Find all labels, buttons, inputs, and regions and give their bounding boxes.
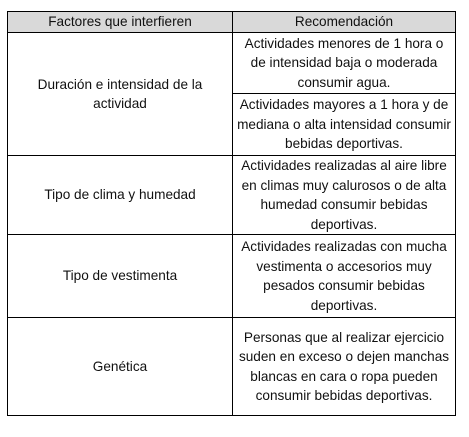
factor-cell: Genética — [8, 318, 233, 416]
recommendation-cell: Actividades realizadas al aire libre en climas muy calurosos o de alta humedad consumir bebidas deportivas. — [233, 156, 456, 235]
table-row — [8, 156, 456, 235]
factor-cell: Tipo de clima y humedad — [8, 156, 233, 235]
factor-cell: Tipo de vestimenta — [8, 235, 233, 318]
recommendation-cell: Actividades mayores a 1 hora y de mediana o alta intensidad consumir bebidas deportivas. — [233, 94, 456, 156]
recommendation-cell: Personas que al realizar ejercicio suden en exceso o dejen manchas blancas en cara o ropa pueden consumir bebidas deportivas. — [233, 318, 456, 416]
header-row — [8, 12, 456, 33]
header-recommendation: Recomendación — [233, 12, 456, 33]
factor-cell: Duración e intensidad de la actividad — [8, 33, 233, 156]
recommendation-cell: Actividades menores de 1 hora o de intensidad baja o moderada consumir agua. — [233, 33, 456, 94]
table-row — [8, 33, 456, 94]
recommendation-cell: Actividades realizadas con mucha vestimenta o accesorios muy pesados consumir bebidas deportivas. — [233, 235, 456, 318]
table-row — [8, 235, 456, 318]
recommendations-table — [7, 11, 456, 416]
header-factors: Factores que interfieren — [8, 12, 233, 33]
table-row — [8, 318, 456, 416]
